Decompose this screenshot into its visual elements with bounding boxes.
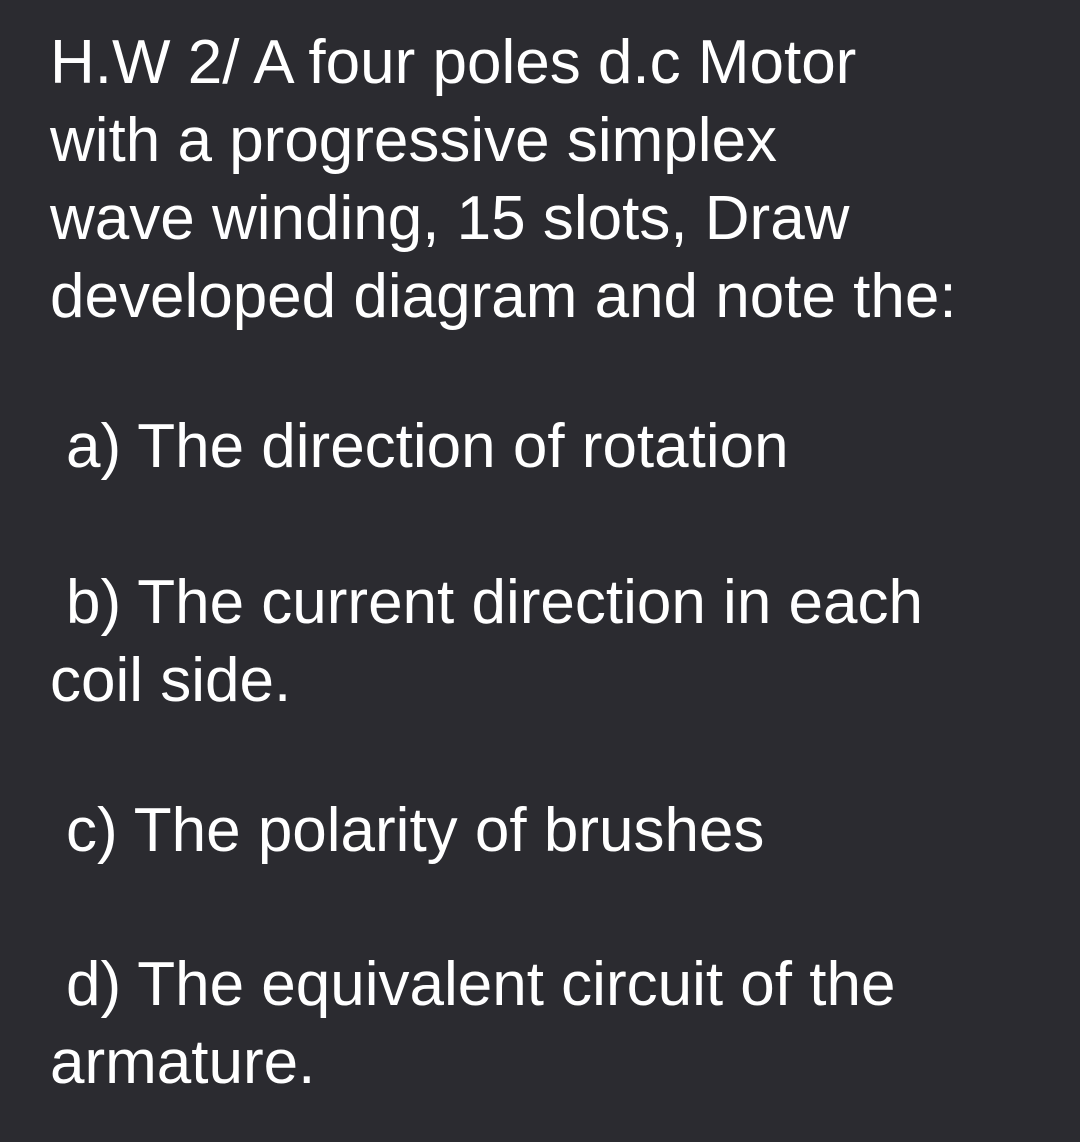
item-b-line-2: coil side. <box>50 646 292 715</box>
item-b-line-1: b) The current direction in each <box>66 568 923 637</box>
item-d-line-2: armature. <box>50 1028 316 1097</box>
question-intro-line-4: developed diagram and note the: <box>50 262 957 331</box>
question-intro-line-2: with a progressive simplex <box>50 106 778 175</box>
item-a: a) The direction of rotation <box>66 412 789 481</box>
item-d-line-1: d) The equivalent circuit of the <box>66 950 896 1019</box>
item-c: c) The polarity of brushes <box>66 796 765 865</box>
question-intro-line-3: wave winding, 15 slots, Draw <box>50 184 850 253</box>
question-intro-line-1: H.W 2/ A four poles d.c Motor <box>50 28 857 97</box>
